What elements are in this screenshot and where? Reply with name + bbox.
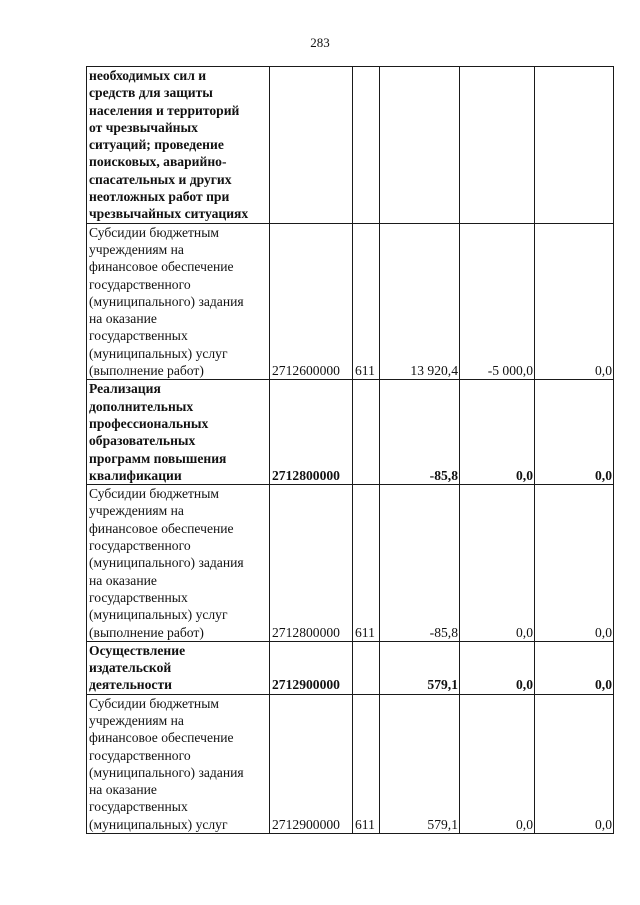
table-row (87, 485, 614, 642)
name-line: издательской (89, 660, 172, 676)
table-row (87, 67, 614, 224)
name-line: Субсидии бюджетным (89, 486, 219, 502)
amount-cell-3 (535, 67, 614, 224)
name-line: (муниципальных) услуг (89, 345, 228, 361)
name-line: государственных (89, 328, 188, 344)
amount-cell-3: 0,0 (535, 223, 614, 380)
amount-cell-3: 0,0 (535, 380, 614, 485)
amount-cell-1: 579,1 (380, 641, 460, 694)
classification-code-cell: 2712600000 (270, 223, 353, 380)
name-line: Реализация (89, 381, 161, 397)
name-line: спасательных и других (89, 171, 232, 187)
name-line: чрезвычайных ситуациях (89, 206, 249, 222)
name-line: (муниципальных) услуг (89, 816, 228, 832)
amount-cell-1: -85,8 (380, 380, 460, 485)
amount-cell-3: 0,0 (535, 641, 614, 694)
amount-cell-1 (380, 67, 460, 224)
name-line: государственного (89, 276, 191, 292)
name-line: государственного (89, 538, 191, 554)
budget-table-body (87, 67, 614, 834)
expense-type-cell (353, 67, 380, 224)
name-line: (муниципальных) услуг (89, 607, 228, 623)
row-name-cell (87, 223, 270, 380)
name-line: неотложных работ при (89, 189, 230, 205)
table-row (87, 223, 614, 380)
amount-cell-2: -5 000,0 (460, 223, 535, 380)
name-line: Осуществление (89, 642, 186, 658)
name-line: от чрезвычайных (89, 119, 198, 135)
table-row (87, 641, 614, 694)
name-line: средств для защиты (89, 85, 213, 101)
name-line: (муниципального) задания (89, 555, 244, 571)
amount-cell-2: 0,0 (460, 694, 535, 833)
page-number: 283 (310, 35, 330, 50)
expense-type-cell: 611 (353, 223, 380, 380)
amount-cell-1: 579,1 (380, 694, 460, 833)
amount-cell-2: 0,0 (460, 380, 535, 485)
name-line: государственного (89, 747, 191, 763)
classification-code-cell: 2712800000 (270, 485, 353, 642)
table-row (87, 694, 614, 833)
name-line: населения и территорий (89, 102, 240, 118)
classification-code-cell (270, 67, 353, 224)
amount-cell-2: 0,0 (460, 485, 535, 642)
name-line: финансовое обеспечение (89, 520, 234, 536)
name-line: дополнительных (89, 398, 194, 414)
expense-type-cell (353, 380, 380, 485)
expense-type-cell (353, 641, 380, 694)
row-name-cell (87, 67, 270, 224)
name-line: ситуаций; проведение (89, 137, 224, 153)
budget-table (86, 66, 614, 834)
name-line: программ повышения (89, 450, 227, 466)
name-line: профессиональных (89, 415, 209, 431)
amount-cell-3: 0,0 (535, 694, 614, 833)
row-name-cell (87, 641, 270, 694)
expense-type-cell: 611 (353, 485, 380, 642)
name-line: деятельности (89, 677, 172, 693)
name-line: учреждениям на (89, 503, 184, 519)
amount-cell-2: 0,0 (460, 641, 535, 694)
row-name-cell (87, 485, 270, 642)
name-line: государственных (89, 589, 188, 605)
name-line: (муниципального) задания (89, 764, 244, 780)
row-name-cell (87, 694, 270, 833)
name-line: Субсидии бюджетным (89, 224, 219, 240)
name-line: на оказание (89, 572, 157, 588)
name-line: финансовое обеспечение (89, 259, 234, 275)
expense-type-cell: 611 (353, 694, 380, 833)
name-line: необходимых сил и (89, 68, 207, 83)
name-line: (муниципального) задания (89, 293, 244, 309)
name-line: государственных (89, 799, 188, 815)
name-line: на оказание (89, 782, 157, 798)
table-row (87, 380, 614, 485)
name-line: Субсидии бюджетным (89, 695, 219, 711)
name-line: поисковых, аварийно- (89, 154, 227, 170)
classification-code-cell: 2712900000 (270, 694, 353, 833)
row-name-cell (87, 380, 270, 485)
name-line: финансовое обеспечение (89, 730, 234, 746)
classification-code-cell: 2712900000 (270, 641, 353, 694)
name-line: (выполнение работ) (89, 624, 204, 640)
name-line: (выполнение работ) (89, 363, 204, 379)
amount-cell-3: 0,0 (535, 485, 614, 642)
amount-cell-1: 13 920,4 (380, 223, 460, 380)
amount-cell-1: -85,8 (380, 485, 460, 642)
name-line: учреждениям на (89, 241, 184, 257)
name-line: квалификации (89, 467, 182, 483)
name-line: учреждениям на (89, 712, 184, 728)
classification-code-cell: 2712800000 (270, 380, 353, 485)
name-line: на оказание (89, 311, 157, 327)
name-line: образовательных (89, 433, 196, 449)
amount-cell-2 (460, 67, 535, 224)
